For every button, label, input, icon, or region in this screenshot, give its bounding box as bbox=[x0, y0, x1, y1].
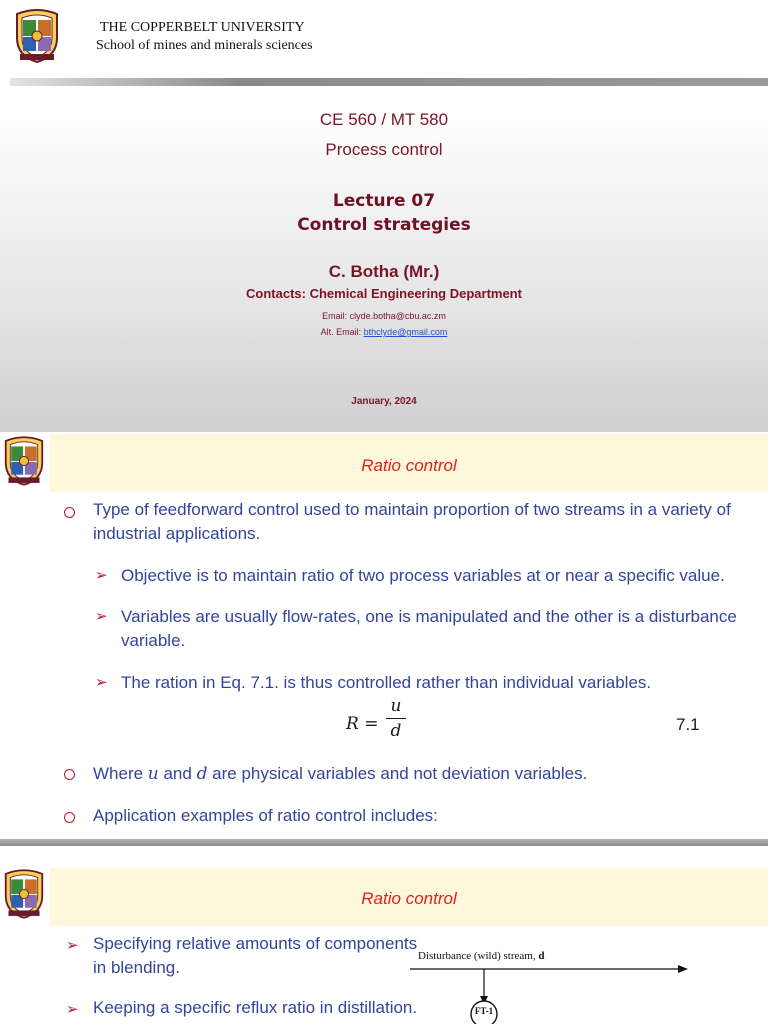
bullet-physical-and: and bbox=[158, 764, 197, 783]
hollow-circle-bullet-icon bbox=[64, 507, 75, 518]
alt-email-line bbox=[0, 327, 768, 337]
slide-separator bbox=[0, 839, 768, 846]
course-name: Process control bbox=[325, 140, 443, 159]
bullet-physical-pre: Where bbox=[93, 764, 148, 783]
transmitter-label: FT-1 bbox=[474, 1006, 494, 1016]
contacts-line: Contacts: Chemical Engineering Department bbox=[246, 286, 522, 301]
ratio-control-diagram bbox=[400, 958, 700, 1024]
email-line: Email: clyde.botha@cbu.ac.zm bbox=[322, 311, 446, 321]
sub-bullet-variables-cont: variable. bbox=[121, 631, 186, 650]
diagram-stream-text: Disturbance (wild) stream, bbox=[418, 950, 539, 962]
lecture-topic: Control strategies bbox=[297, 215, 471, 235]
university-crest-icon bbox=[14, 8, 60, 64]
sub-bullet-variables: Variables are usually flow-rates, one is manipulated and the other is a disturbance bbox=[121, 607, 737, 626]
sub-bullet-objective: Objective is to maintain ratio of two process variables at or near a specific value. bbox=[121, 566, 725, 585]
arrow-bullet-icon: ➢ bbox=[95, 674, 108, 691]
arrow-bullet-icon: ➢ bbox=[66, 937, 79, 954]
item-blending-cont: in blending. bbox=[93, 958, 180, 977]
ratio-equation bbox=[346, 696, 416, 744]
alt-email-link[interactable]: bthclyde@gmail.com bbox=[363, 327, 448, 337]
university-crest-icon bbox=[3, 435, 45, 487]
bullet-physical-variables bbox=[93, 762, 587, 786]
lecturer-name: C. Botha (Mr.) bbox=[328, 262, 440, 281]
course-code: CE 560 / MT 580 bbox=[319, 110, 449, 129]
diagram-stream-var: d bbox=[538, 950, 545, 962]
slide-title: Ratio control bbox=[361, 889, 457, 908]
var-u: u bbox=[147, 764, 159, 784]
equation-numerator: u bbox=[390, 696, 402, 716]
slide-title: Ratio control bbox=[361, 456, 457, 475]
ratio-control-slide-1 bbox=[0, 432, 768, 840]
university-crest-icon bbox=[3, 868, 45, 920]
equation-lhs: R = bbox=[346, 714, 379, 734]
header-divider bbox=[10, 78, 768, 86]
equation-number: 7.1 bbox=[676, 715, 700, 734]
school-name: School of mines and minerals sciences bbox=[96, 38, 313, 53]
arrow-bullet-icon: ➢ bbox=[95, 608, 108, 625]
lecture-date: January, 2024 bbox=[351, 396, 417, 407]
alt-email-label: Alt. Email: bbox=[320, 327, 364, 337]
fraction-bar bbox=[386, 718, 406, 719]
equation-denominator: d bbox=[390, 721, 402, 741]
bullet-feedforward: Type of feedforward control used to maintain proportion of two streams in a variety of bbox=[93, 500, 731, 519]
title-slide bbox=[0, 0, 768, 432]
equation-fraction bbox=[386, 696, 406, 741]
var-d: d bbox=[196, 764, 208, 784]
arrow-bullet-icon: ➢ bbox=[66, 1001, 79, 1018]
lecture-number: Lecture 07 bbox=[332, 191, 436, 211]
ratio-control-slide-2 bbox=[0, 848, 768, 1024]
bullet-application-examples: Application examples of ratio control includes: bbox=[93, 806, 438, 825]
arrow-bullet-icon: ➢ bbox=[95, 567, 108, 584]
item-blending: Specifying relative amounts of components bbox=[93, 934, 418, 953]
university-name: THE COPPERBELT UNIVERSITY bbox=[100, 20, 305, 35]
stream-arrow-head bbox=[678, 965, 688, 973]
hollow-circle-bullet-icon bbox=[64, 769, 75, 780]
item-reflux: Keeping a specific reflux ratio in distillation. bbox=[93, 998, 418, 1017]
bullet-feedforward-cont: industrial applications. bbox=[93, 524, 261, 543]
sub-bullet-ratio: The ration in Eq. 7.1. is thus controlled rather than individual variables. bbox=[121, 673, 652, 692]
bullet-physical-post: are physical variables and not deviation variables. bbox=[207, 764, 588, 783]
hollow-circle-bullet-icon bbox=[64, 812, 75, 823]
